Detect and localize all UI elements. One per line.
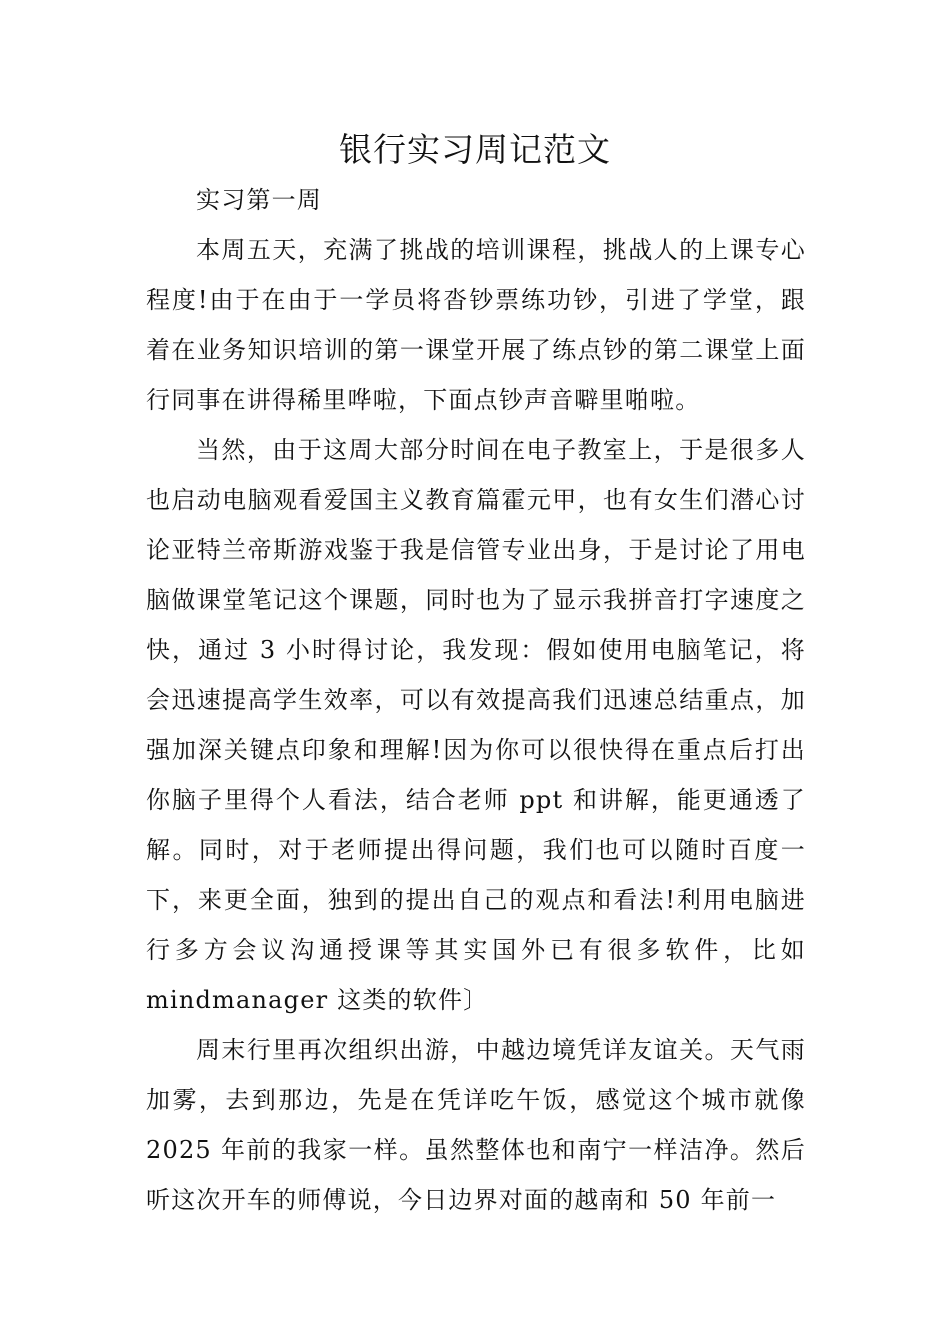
paragraph-week-heading: 实习第一周: [196, 186, 322, 214]
document-body: [146, 175, 806, 1225]
paragraph: 周末行里再次组织出游，中越边境凭详友谊关。天气雨加雾，去到那边，先是在凭详吃午饭，感觉这个城市就像 2025 年前的我家一样。虽然整体也和南宁一样洁净。然后听这次开车的师傅说，今日边界对面的越南和 50 年前一: [146, 1036, 806, 1214]
paragraph: 本周五天，充满了挑战的培训课程，挑战人的上课专心程度!由于在由于一学员将沓钞票练功钞，引进了学堂，跟着在业务知识培训的第一课堂开展了练点钞的第二课堂上面行同事在讲得稀里哗啦，下面点钞声音噼里啪啦。: [146, 236, 806, 414]
document-title: 银行实习周记范文: [339, 130, 611, 169]
paragraph: 当然，由于这周大部分时间在电子教室上，于是很多人也启动电脑观看爱国主义教育篇霍元甲，也有女生们潜心讨论亚特兰帝斯游戏鉴于我是信管专业出身，于是讨论了用电脑做课堂笔记这个课题，同时也为了显示我拼音打字速度之快，通过 3 小时得讨论，我发现：假如使用电脑笔记，将会迅速提高学生效率，可以有效提高我们迅速总结重点，加强加深关键点印象和理解!因为你可以很快得在重点后打出你脑子里得个人看法，结合老师 ppt 和讲解，能更通透了解。同时，对于老师提出得问题，我们也可以随时百度一下，来更全面，独到的提出自己的观点和看法!利用电脑进行多方会议沟通授课等其实国外已有很多软件，比如 mindmanager 这类的软件〕: [146, 436, 806, 1014]
